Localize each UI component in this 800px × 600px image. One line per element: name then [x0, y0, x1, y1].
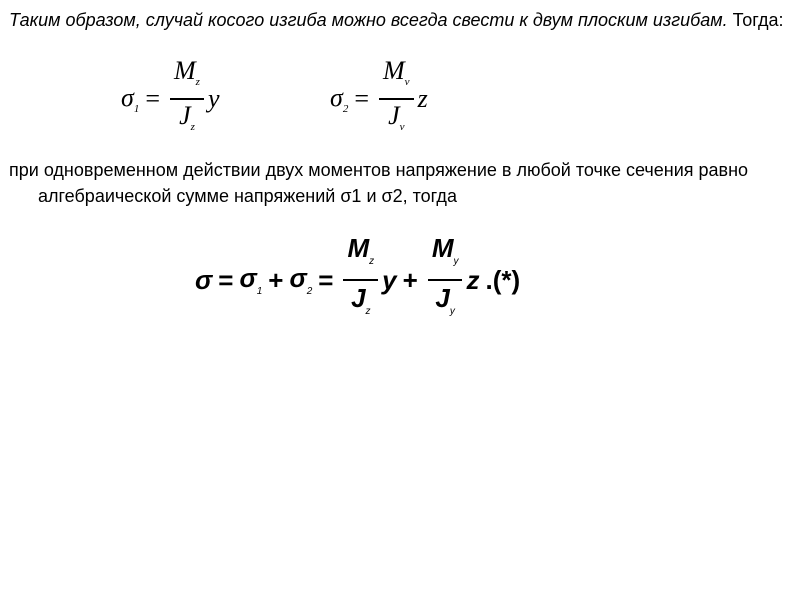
formula1-equals: =: [145, 83, 160, 113]
formula3-term1: $\sigma_1$: [239, 263, 263, 297]
formula3-f1-variable: y: [382, 264, 397, 295]
intro-plain-text: Тогда:: [727, 10, 784, 30]
formula3-f2-variable: z: [466, 264, 480, 295]
formula1-variable: y: [207, 83, 220, 113]
body-paragraph: при одновременном действии двух моментов напряжение в любой точке сечения равно алгебраической сумме напряжений σ1 и σ2, тогда: [9, 160, 749, 206]
intro-italic-text: Таким образом, случай косого изгиба можно всегда свести к двум плоским изгибам.: [9, 10, 728, 30]
formula-total-stress: [195, 233, 520, 327]
formula2-lhs: $\sigma_2$: [330, 82, 349, 115]
formula3-f1-numerator: $M_z$: [347, 233, 375, 267]
formula1-numerator: $M_z$: [174, 56, 200, 88]
formula-sigma2: [330, 57, 428, 141]
formula3-fraction-1: [343, 233, 378, 327]
formula3-f2-numerator: $M_y$: [431, 233, 459, 267]
formula3-plus-2: +: [402, 264, 418, 295]
formula1-fraction: [170, 57, 204, 141]
formula1-lhs: $\sigma_1$: [121, 82, 140, 115]
formula3-tag: .(*): [485, 264, 521, 295]
formula2-denominator: $J_v$: [388, 100, 405, 133]
formula2-variable: z: [417, 83, 428, 113]
formula3-lhs: σ: [195, 264, 213, 295]
formula2-equals: =: [354, 83, 369, 113]
formula-sigma1: [121, 57, 220, 141]
formula3-plus: +: [268, 264, 284, 295]
formula2-fraction: [379, 57, 414, 141]
formula3-equals: =: [218, 264, 234, 295]
formula3-f2-denominator: $J_y$: [435, 283, 455, 317]
formula1-denominator: $J_z$: [179, 100, 195, 133]
formula3-fraction-2: [428, 233, 463, 327]
formula3-term2: $\sigma_2$: [289, 263, 313, 297]
formula2-numerator: $M_v$: [383, 56, 410, 88]
intro-paragraph: [9, 7, 800, 33]
formula3-f1-denominator: $J_z$: [351, 283, 371, 317]
formula3-equals-2: =: [318, 264, 334, 295]
